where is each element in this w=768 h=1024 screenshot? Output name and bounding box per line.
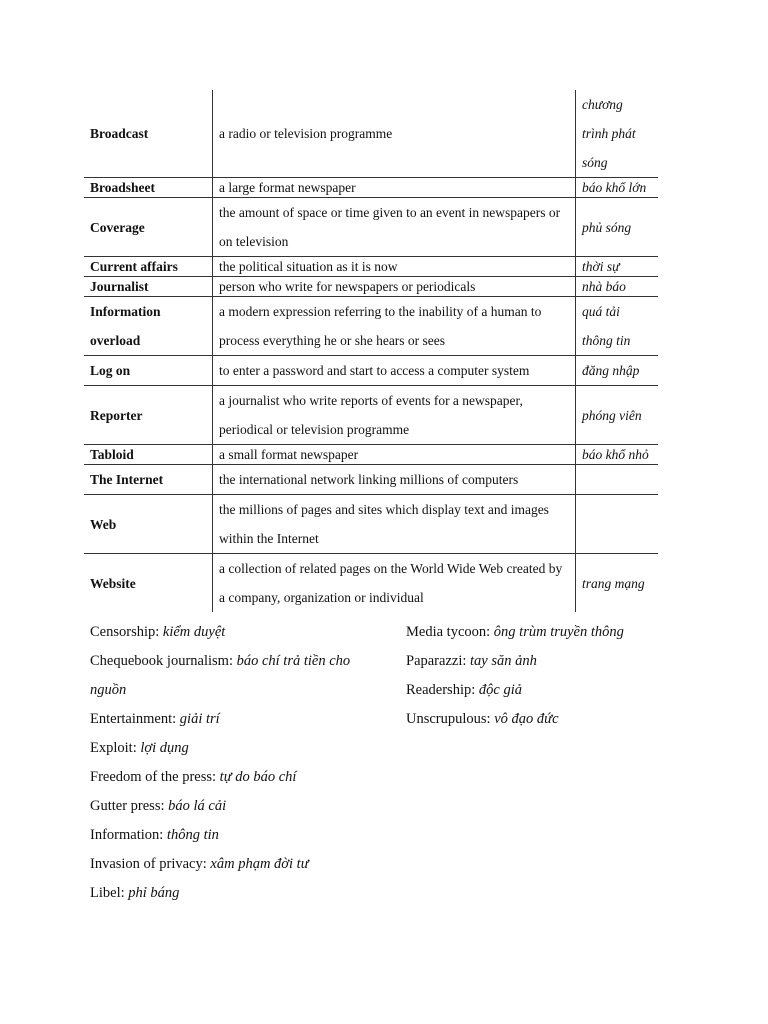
definition-cell: the political situation as it is now — [213, 257, 576, 277]
definition-cell: to enter a password and start to access a computer system — [213, 356, 576, 386]
term-cell: Web — [84, 495, 213, 554]
vocabulary-table — [84, 90, 658, 612]
glossary-term: Media tycoon: — [406, 624, 494, 640]
glossary-term: Exploit: — [90, 740, 141, 756]
glossary-term: Gutter press: — [90, 798, 169, 814]
glossary-item — [90, 705, 380, 734]
glossary-vietnamese: lợi dụng — [140, 740, 189, 756]
definition-cell: the amount of space or time given to an event in newspapers or on television — [213, 198, 576, 257]
term-cell: Tabloid — [84, 445, 213, 465]
vietnamese-cell: thời sự — [576, 257, 659, 277]
term-cell: Website — [90, 575, 136, 591]
glossary-term: Invasion of privacy: — [90, 856, 211, 872]
glossary-vietnamese: ông trùm truyền thông — [493, 624, 624, 640]
term-cell: Log on — [84, 356, 213, 386]
vietnamese-cell: nhà báo — [576, 277, 659, 297]
definition-cell: person who write for newspapers or periodicals — [213, 277, 576, 297]
glossary-item — [90, 792, 380, 821]
glossary-vietnamese: vô đạo đức — [494, 711, 559, 727]
glossary-term: Readership: — [406, 682, 479, 698]
definition-cell: the millions of pages and sites which display text and images within the Internet — [213, 495, 576, 554]
glossary-vietnamese: phỉ báng — [128, 885, 180, 901]
vietnamese-cell: phóng viên — [576, 386, 659, 445]
glossary-item — [90, 821, 380, 850]
table-row — [84, 554, 658, 613]
glossary-vietnamese: xâm phạm đời tư — [210, 856, 309, 872]
definition-cell: the international network linking millions of computers — [213, 465, 576, 495]
vietnamese-cell: phủ sóng — [576, 198, 659, 257]
glossary-vietnamese: kiểm duyệt — [162, 624, 226, 640]
term-cell: Current affairs — [84, 257, 213, 277]
definition-cell: a large format newspaper — [213, 178, 576, 198]
table-row — [84, 495, 658, 554]
term-cell: Broadsheet — [84, 178, 213, 198]
glossary-item — [406, 618, 696, 647]
vietnamese-cell — [576, 495, 659, 554]
glossary-term: Chequebook journalism: — [90, 653, 237, 669]
glossary-item — [90, 850, 380, 879]
term-cell: Journalist — [84, 277, 213, 297]
glossary-term: Censorship: — [90, 624, 163, 640]
vietnamese-cell: báo khổ nhỏ — [576, 445, 659, 465]
table-row — [84, 356, 658, 386]
glossary-vietnamese: báo chí trả tiền cho nguồn — [90, 653, 351, 698]
table-row — [84, 178, 658, 198]
glossary-item — [406, 647, 696, 676]
glossary-vietnamese: tự do báo chí — [219, 769, 297, 785]
vietnamese-cell: chương trình phát sóng — [576, 90, 659, 178]
vietnamese-cell: đăng nhập — [576, 356, 659, 386]
definition-cell: a radio or television programme — [213, 90, 576, 178]
term-cell: Coverage — [84, 198, 213, 257]
glossary-left-column — [90, 618, 380, 908]
glossary-vietnamese: tay săn ảnh — [470, 653, 537, 669]
table-row — [84, 257, 658, 277]
glossary-item — [406, 676, 696, 705]
glossary-vietnamese: báo lá cải — [168, 798, 227, 814]
glossary-term: Libel: — [90, 885, 129, 901]
term-cell: Reporter — [84, 386, 213, 445]
vietnamese-cell — [576, 465, 659, 495]
glossary-vietnamese: độc giả — [478, 682, 522, 698]
glossary-term: Entertainment: — [90, 711, 180, 727]
glossary-item — [90, 618, 380, 647]
glossary-item — [90, 647, 380, 705]
table-row — [84, 386, 658, 445]
vietnamese-cell: báo khổ lớn — [576, 178, 659, 198]
table-row — [84, 445, 658, 465]
definition-cell: a modern expression referring to the inability of a human to process everything he or she hears or sees — [213, 297, 576, 356]
glossary-term: Paparazzi: — [406, 653, 471, 669]
definition-cell: a collection of related pages on the World Wide Web created by a company, organization or individual — [213, 554, 576, 613]
definition-cell: a small format newspaper — [213, 445, 576, 465]
table-row — [84, 90, 658, 178]
table-row — [84, 198, 658, 257]
table-row — [84, 297, 658, 356]
vietnamese-cell: quá tải thông tin — [576, 297, 659, 356]
glossary-item — [90, 734, 380, 763]
glossary-term: Unscrupulous: — [406, 711, 495, 727]
glossary-item — [406, 705, 696, 734]
glossary-vietnamese: thông tin — [166, 827, 219, 843]
glossary-item — [90, 879, 380, 908]
vietnamese-cell: trang mạng — [582, 575, 645, 591]
glossary-vietnamese: giải trí — [179, 711, 220, 727]
definition-cell: a journalist who write reports of events for a newspaper, periodical or television programme — [213, 386, 576, 445]
glossary-right-column — [406, 618, 696, 734]
glossary-term: Information: — [90, 827, 167, 843]
term-cell: Information overload — [84, 297, 213, 356]
table-row — [84, 277, 658, 297]
term-cell: Broadcast — [84, 90, 213, 178]
term-cell: The Internet — [84, 465, 213, 495]
glossary-item — [90, 763, 380, 792]
glossary-term: Freedom of the press: — [90, 769, 220, 785]
table-row — [84, 465, 658, 495]
